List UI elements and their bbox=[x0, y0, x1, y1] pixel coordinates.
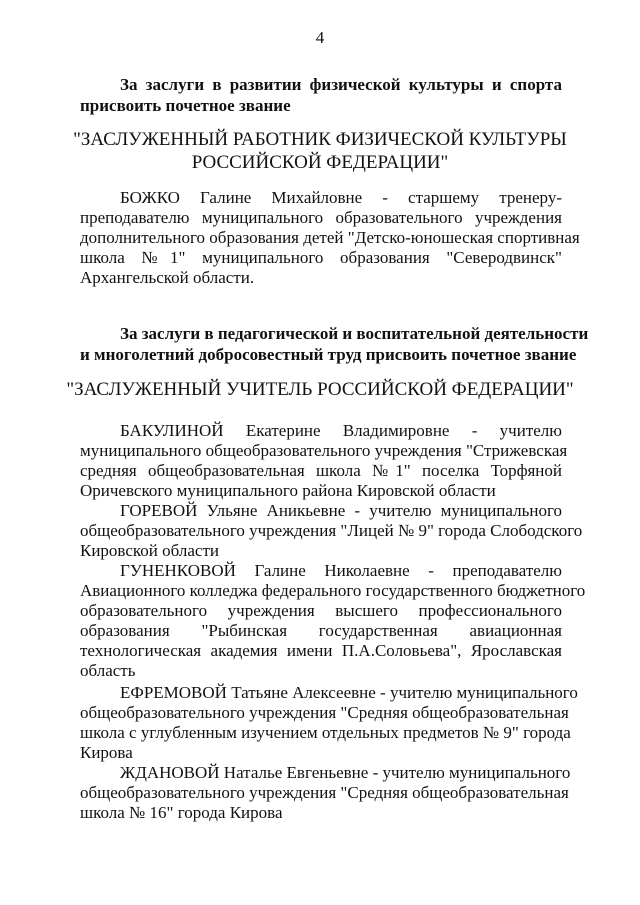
page-number: 4 bbox=[315, 28, 325, 47]
title-line: "ЗАСЛУЖЕННЫЙ РАБОТНИК ФИЗИЧЕСКОЙ КУЛЬТУРЫ bbox=[73, 129, 567, 150]
entry-line: ГУНЕНКОВОЙ Галине Николаевне - преподавателю bbox=[120, 561, 562, 580]
entry-line: Кировской области bbox=[80, 541, 219, 560]
heading-line: присвоить почетное звание bbox=[80, 96, 291, 115]
entry-line: образования "Рыбинская государственная авиационная bbox=[80, 621, 562, 640]
entry-line: муниципального общеобразовательного учреждения "Стрижевская bbox=[80, 441, 568, 460]
entry-line: ГОРЕВОЙ Ульяне Аникьевне - учителю муниципального bbox=[120, 501, 562, 520]
award-title-sport bbox=[0, 128, 640, 174]
entry-line: дополнительного образования детей "Детско-юношеская спортивная bbox=[80, 228, 580, 247]
title-line: РОССИЙСКОЙ ФЕДЕРАЦИИ" bbox=[191, 152, 449, 173]
entry-line: общеобразовательного учреждения "Средняя общеобразовательная bbox=[80, 703, 569, 722]
entry-line: Авиационного колледжа федерального государственного бюджетного bbox=[80, 581, 586, 600]
award-title-teacher bbox=[0, 378, 640, 401]
entry-line: Архангельской области. bbox=[80, 268, 255, 287]
entry-line: ЖДАНОВОЙ Наталье Евгеньевне - учителю муниципального bbox=[120, 763, 571, 782]
recipient-entry bbox=[80, 188, 580, 288]
title-line: "ЗАСЛУЖЕННЫЙ УЧИТЕЛЬ РОССИЙСКОЙ ФЕДЕРАЦИИ" bbox=[66, 379, 574, 400]
entry-line: технологическая академия имени П.А.Соловьева", Ярославская bbox=[80, 641, 562, 660]
entry-line: образовательного учреждения высшего профессионального bbox=[80, 601, 562, 620]
award-heading-sport bbox=[80, 74, 562, 116]
heading-line: и многолетний добросовестный труд присвоить почетное звание bbox=[80, 345, 577, 364]
entry-line: школа № 16" города Кирова bbox=[80, 803, 283, 822]
entry-line: БАКУЛИНОЙ Екатерине Владимировне - учителю bbox=[120, 421, 562, 440]
recipient-entry bbox=[80, 421, 568, 501]
entry-line: область bbox=[80, 661, 136, 680]
entry-line: школа №1" муниципального образования "Северодвинск" bbox=[80, 248, 562, 267]
entry-line: ЕФРЕМОВОЙ Татьяне Алексеевне - учителю муниципального bbox=[120, 683, 578, 702]
recipient-entry bbox=[80, 763, 571, 823]
heading-line: За заслуги в развитии физической культуры и спорта bbox=[120, 75, 562, 94]
entry-line: БОЖКО Галине Михайловне - старшему тренеру- bbox=[120, 188, 562, 207]
entry-line: Кирова bbox=[80, 743, 133, 762]
recipient-entry bbox=[80, 501, 583, 561]
entry-line: Оричевского муниципального района Кировской области bbox=[80, 481, 496, 500]
recipient-entry bbox=[80, 683, 578, 763]
recipient-entry bbox=[80, 561, 586, 681]
entry-line: общеобразовательного учреждения "Средняя общеобразовательная bbox=[80, 783, 569, 802]
entry-line: средняя общеобразовательная школа №1" поселка Торфяной bbox=[80, 461, 562, 480]
entry-line: школа с углубленным изучением отдельных предметов № 9" города bbox=[80, 723, 571, 742]
entry-line: общеобразовательного учреждения "Лицей № 9" города Слободского bbox=[80, 521, 583, 540]
award-heading-teacher bbox=[80, 323, 589, 365]
heading-line: За заслуги в педагогической и воспитательной деятельности bbox=[120, 324, 589, 343]
entry-line: преподавателю муниципального образовательного учреждения bbox=[80, 208, 562, 227]
